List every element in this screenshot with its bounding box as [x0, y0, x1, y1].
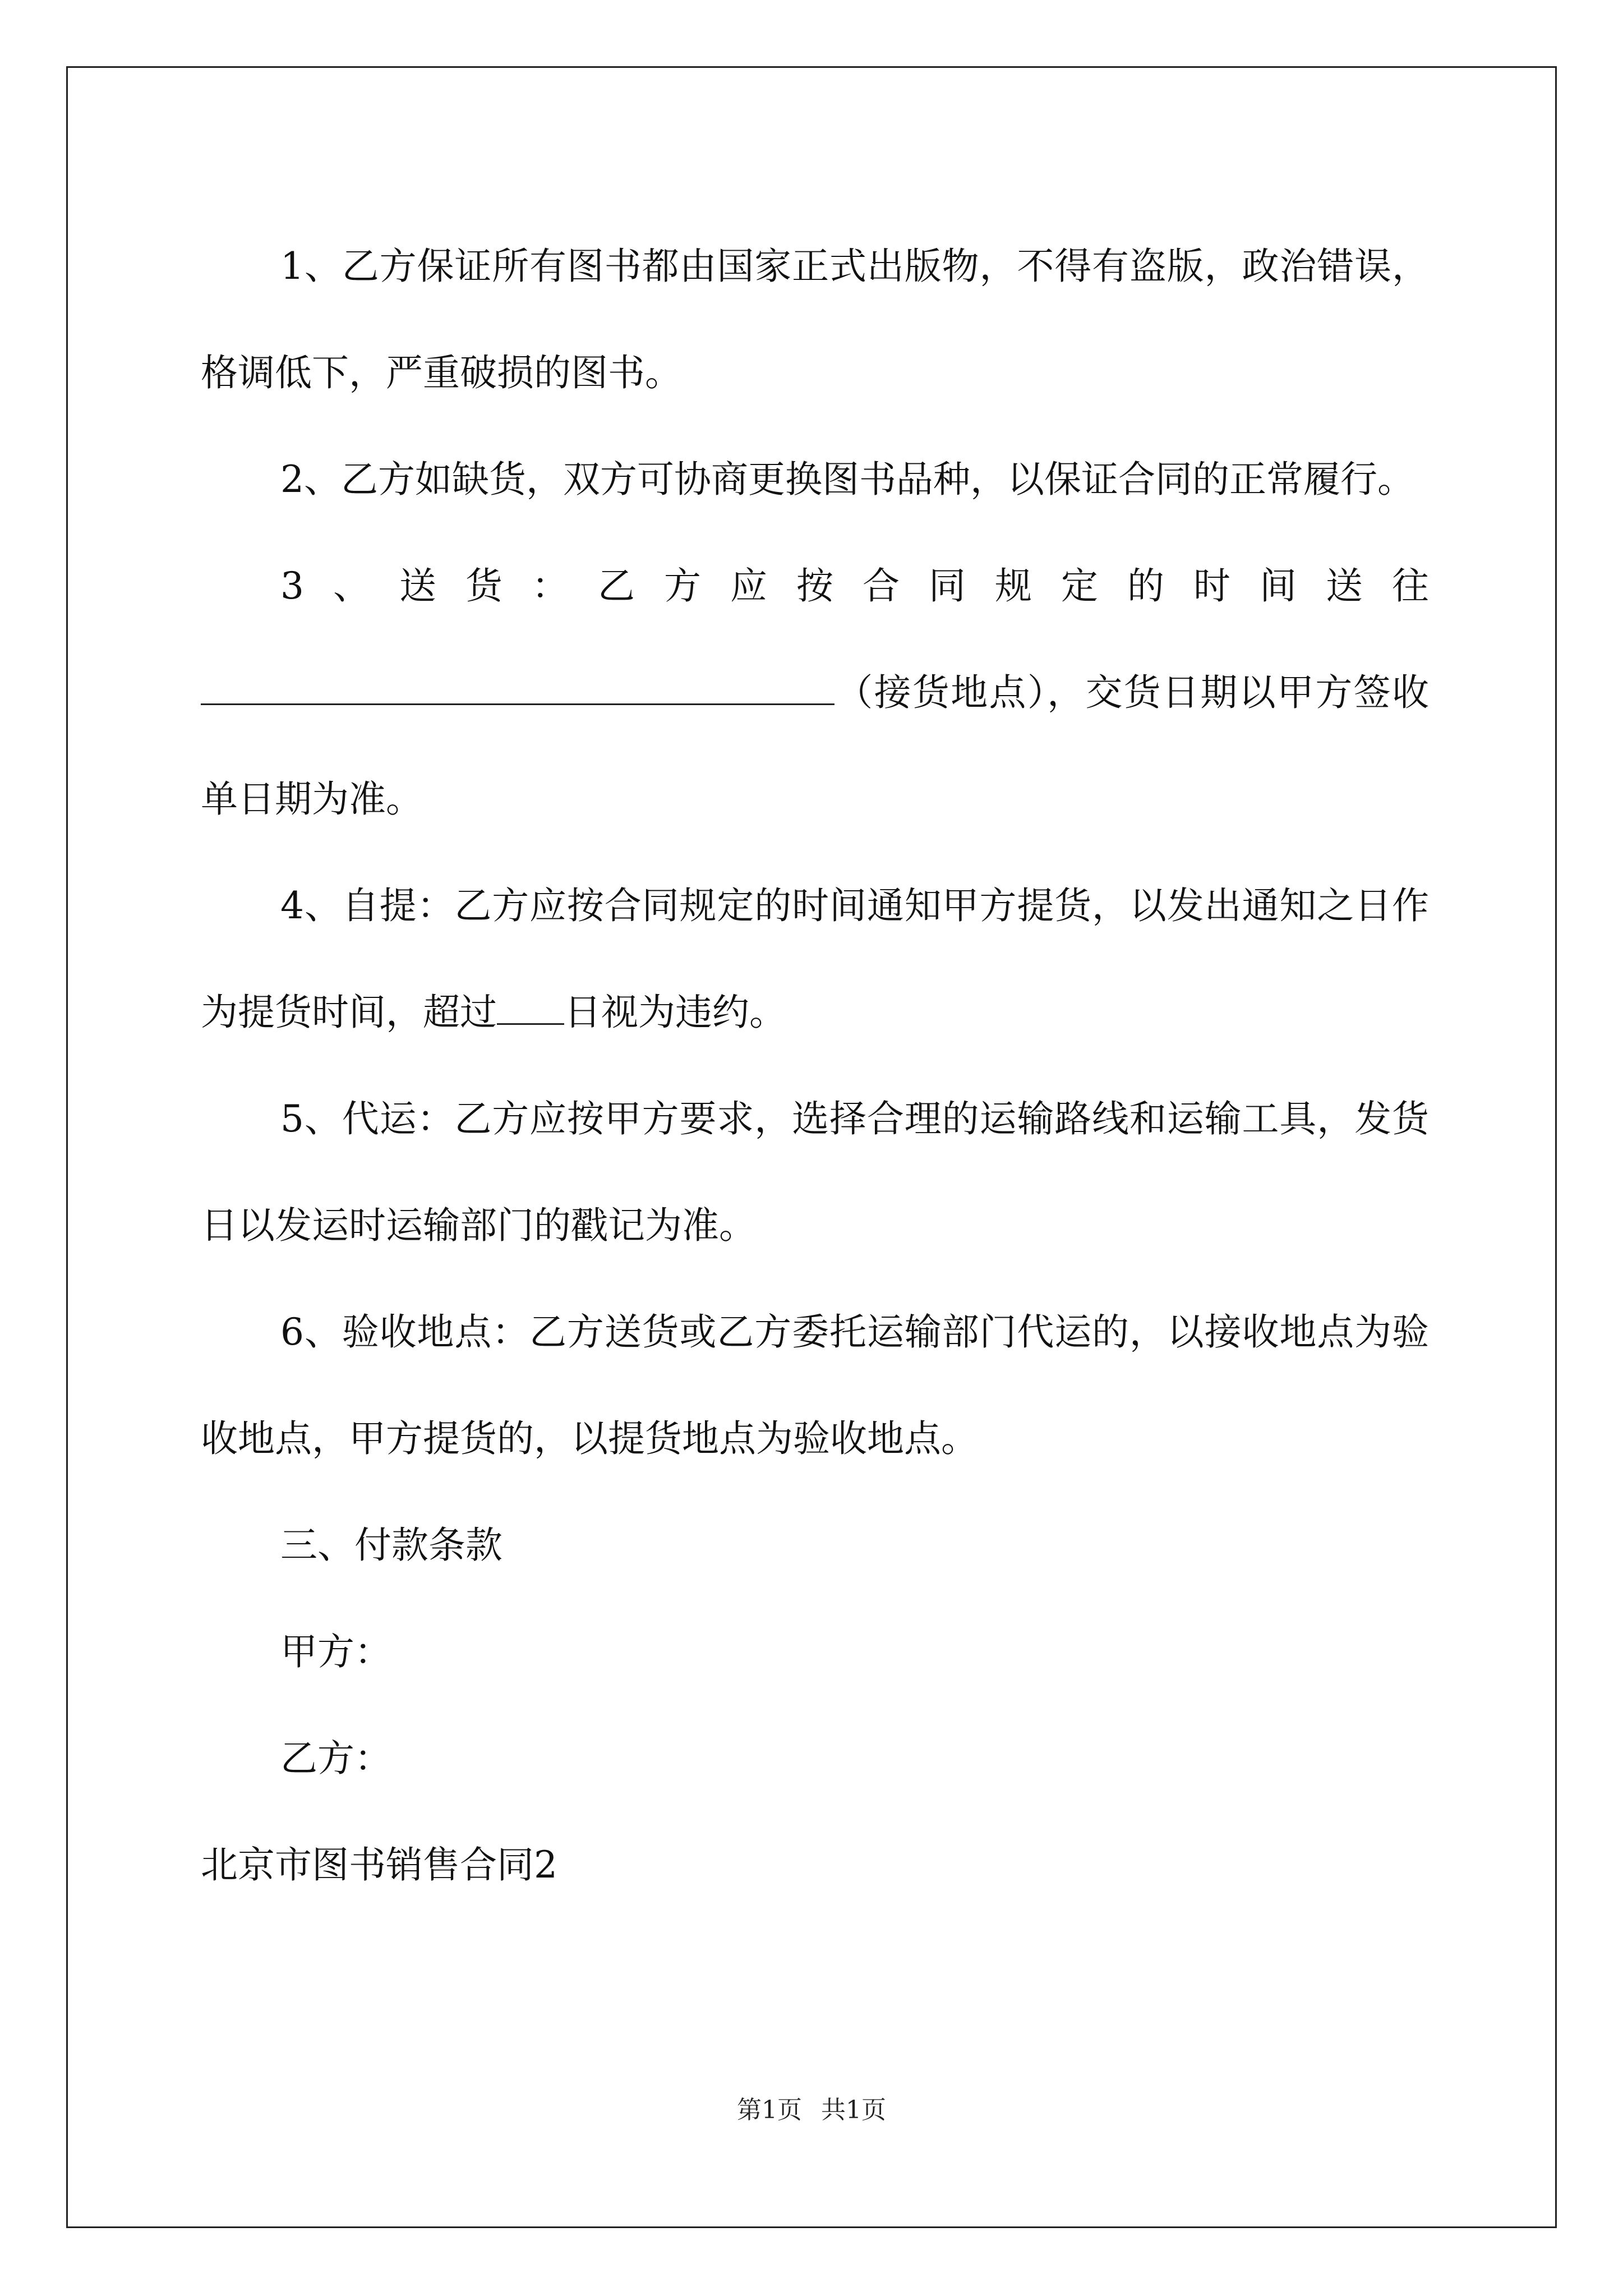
clause-5: 5、代运：乙方应按甲方要求，选择合理的运输路线和运输工具，发货日以发运时运输部门的戳记为准。 [201, 1097, 1429, 1247]
next-contract-title: 北京市图书销售合同2 [201, 1843, 557, 1887]
page-number: 第1页 [737, 2096, 802, 2124]
clause-3-before: 3、送货：乙方应按合同规定的时间送往 [280, 564, 1429, 608]
clause-6: 6、验收地点：乙方送货或乙方委托运输部门代运的，以接收地点为验收地点，甲方提货的，以提货地点为验收地点。 [201, 1310, 1429, 1460]
clause-4 [201, 853, 1429, 1066]
clause-3 [201, 533, 1429, 853]
document-body [201, 213, 1429, 1918]
party-b-label: 乙方： [280, 1737, 391, 1780]
page-footer [0, 2090, 1623, 2125]
clause-3-after: （接货地点），交货日期以甲方签收单日期为准。 [201, 671, 1429, 821]
clause-4-after: 日视为违约。 [564, 991, 786, 1034]
days-blank [497, 990, 564, 1025]
page-total: 共1页 [821, 2096, 886, 2124]
party-a-label: 甲方： [280, 1630, 391, 1673]
clause-2: 2、乙方如缺货，双方可协商更换图书品种，以保证合同的正常履行。 [280, 458, 1414, 501]
section-heading-payment: 三、付款条款 [280, 1524, 502, 1567]
clause-4-before: 4、自提：乙方应按合同规定的时间通知甲方提货，以发出通知之日作为提货时间，超过 [201, 884, 1429, 1034]
delivery-location-blank [201, 670, 834, 705]
clause-1: 1、乙方保证所有图书都由国家正式出版物，不得有盗版，政治错误，格调低下，严重破损的图书。 [201, 245, 1429, 394]
